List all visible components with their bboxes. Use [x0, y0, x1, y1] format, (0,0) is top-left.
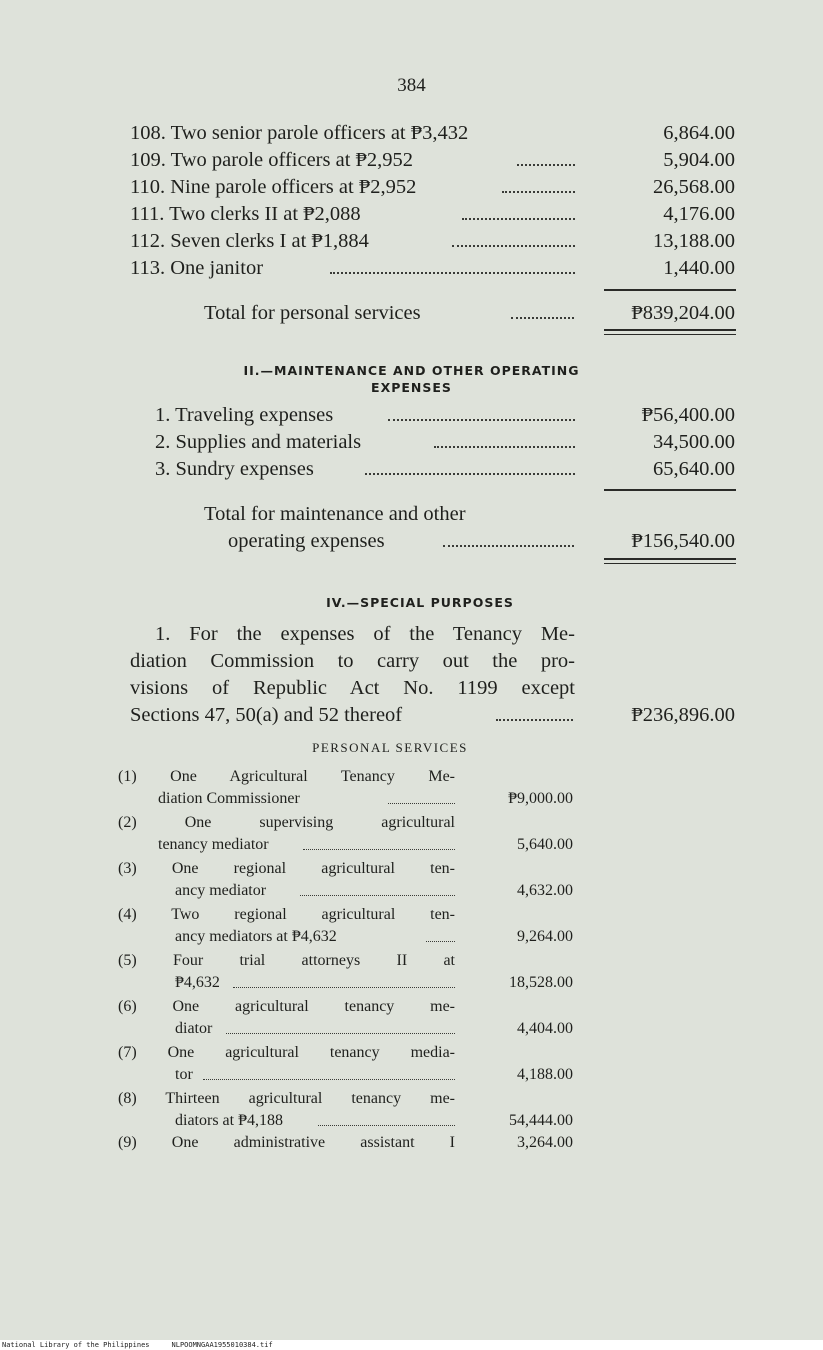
- double-rule: [604, 558, 736, 560]
- item-label: 110. Nine parole officers at ₱2,952: [130, 176, 417, 198]
- rule: [604, 489, 736, 491]
- item-label: (5) Four trial attorneys II at: [118, 952, 455, 969]
- double-rule: [604, 563, 736, 564]
- item-amount: 54,444.00: [509, 1112, 573, 1129]
- item-amount: ₱56,400.00: [641, 404, 735, 426]
- double-rule: [604, 329, 736, 331]
- item-amount: 5,904.00: [663, 149, 735, 171]
- list-item: [130, 201, 735, 227]
- item-amount: 13,188.00: [653, 230, 735, 252]
- list-item: [118, 858, 573, 902]
- dot-leader: [303, 849, 455, 850]
- item-amount: 4,188.00: [517, 1066, 573, 1083]
- scan-footer: [0, 1341, 823, 1350]
- item-label: diators at ₱4,188: [175, 1112, 283, 1129]
- list-item: [155, 402, 735, 428]
- item-label: ancy mediator: [175, 882, 267, 899]
- dot-leader: [502, 191, 575, 193]
- list-item: [155, 429, 735, 455]
- item-label: 113. One janitor: [130, 257, 264, 279]
- dot-leader: [233, 987, 455, 988]
- total-label: Total for personal services: [204, 302, 421, 324]
- list-item: [118, 996, 573, 1040]
- paragraph-line: visions of Republic Act No. 1199 except: [130, 677, 575, 699]
- list-item: [118, 1132, 573, 1154]
- item-amount: 3,264.00: [517, 1134, 573, 1151]
- total-row: [204, 300, 735, 326]
- section-heading: EXPENSES: [371, 380, 452, 395]
- item-amount: ₱9,000.00: [508, 790, 573, 807]
- paragraph-amount: ₱236,896.00: [631, 704, 735, 726]
- item-label: (7) One agricultural tenancy media-: [118, 1044, 455, 1061]
- item-amount: 9,264.00: [517, 928, 573, 945]
- dot-leader: [511, 317, 574, 319]
- dot-leader: [517, 164, 575, 166]
- item-label: tor: [175, 1066, 193, 1083]
- item-amount: 18,528.00: [509, 974, 573, 991]
- item-label: diation Commissioner: [158, 790, 300, 807]
- double-rule: [604, 334, 736, 335]
- dot-leader: [443, 545, 574, 547]
- item-label: 109. Two parole officers at ₱2,952: [130, 149, 414, 171]
- item-label: 1. Traveling expenses: [155, 404, 334, 426]
- dot-leader: [330, 272, 575, 274]
- dot-leader: [496, 719, 573, 721]
- dot-leader: [388, 419, 575, 421]
- paragraph-line: diation Commission to carry out the pro-: [130, 650, 575, 672]
- list-item: [118, 1088, 573, 1132]
- list-item: [130, 174, 735, 200]
- dot-leader: [434, 446, 575, 448]
- list-item: [118, 1042, 573, 1086]
- sub-heading: PERSONAL SERVICES: [312, 740, 468, 755]
- item-label: (6) One agricultural tenancy me-: [118, 998, 455, 1015]
- item-label: (2) One supervising agricultural: [118, 814, 455, 831]
- paragraph-last-line: [130, 702, 735, 729]
- item-amount: 65,640.00: [653, 458, 735, 480]
- list-item: [130, 255, 735, 281]
- list-item: [118, 904, 573, 948]
- total-amount: ₱156,540.00: [631, 530, 735, 552]
- item-amount: 1,440.00: [663, 257, 735, 279]
- item-label: 111. Two clerks II at ₱2,088: [130, 203, 361, 225]
- section-heading: II.—MAINTENANCE AND OTHER OPERATING: [243, 363, 580, 378]
- total-label: Total for maintenance and other: [204, 503, 466, 525]
- item-label: (9) One administrative assistant I: [118, 1134, 455, 1151]
- paragraph-line: 1. For the expenses of the Tenancy Me-: [155, 623, 575, 645]
- item-amount: 4,176.00: [663, 203, 735, 225]
- item-label: tenancy mediator: [158, 836, 269, 853]
- item-amount: 5,640.00: [517, 836, 573, 853]
- list-item: [118, 766, 573, 810]
- paragraph: [130, 621, 575, 702]
- list-item: [130, 120, 735, 146]
- item-label: (1) One Agricultural Tenancy Me-: [118, 768, 455, 785]
- dot-leader: [388, 803, 455, 804]
- total-label: operating expenses: [228, 530, 385, 552]
- page-number: 384: [397, 75, 426, 96]
- total-amount: ₱839,204.00: [631, 302, 735, 324]
- dot-leader: [365, 473, 575, 475]
- item-amount: 4,404.00: [517, 1020, 573, 1037]
- item-label: 108. Two senior parole officers at ₱3,432: [130, 122, 469, 144]
- rule: [604, 289, 736, 291]
- total-row: [204, 501, 584, 527]
- item-amount: 34,500.00: [653, 431, 735, 453]
- list-item: [118, 950, 573, 994]
- item-label: (4) Two regional agricultural ten-: [118, 906, 455, 923]
- item-label: diator: [175, 1020, 213, 1037]
- item-label: ancy mediators at ₱4,632: [175, 928, 337, 945]
- item-label: 3. Sundry expenses: [155, 458, 314, 480]
- item-amount: 4,632.00: [517, 882, 573, 899]
- total-row: [228, 528, 735, 554]
- dot-leader: [203, 1079, 455, 1080]
- list-item: [130, 147, 735, 173]
- dot-leader: [318, 1125, 455, 1126]
- item-label: (8) Thirteen agricultural tenancy me-: [118, 1090, 455, 1107]
- list-item: [130, 228, 735, 254]
- footer-filename: NLPOOMNGAA1955010384.tif: [171, 1341, 273, 1349]
- item-label: 112. Seven clerks I at ₱1,884: [130, 230, 369, 252]
- dot-leader: [226, 1033, 455, 1034]
- item-label: (3) One regional agricultural ten-: [118, 860, 455, 877]
- item-amount: 6,864.00: [663, 122, 735, 144]
- paragraph-line: Sections 47, 50(a) and 52 thereof: [130, 704, 403, 726]
- list-item: [155, 456, 735, 482]
- item-label: 2. Supplies and materials: [155, 431, 362, 453]
- dot-leader: [300, 895, 455, 896]
- item-amount: 26,568.00: [653, 176, 735, 198]
- dot-leader: [426, 941, 455, 942]
- list-item: [118, 812, 573, 856]
- section-heading: IV.—SPECIAL PURPOSES: [326, 595, 514, 610]
- footer-library: National Library of the Philippines: [2, 1341, 150, 1349]
- item-label: ₱4,632: [175, 974, 220, 991]
- dot-leader: [462, 218, 575, 220]
- dot-leader: [452, 245, 575, 247]
